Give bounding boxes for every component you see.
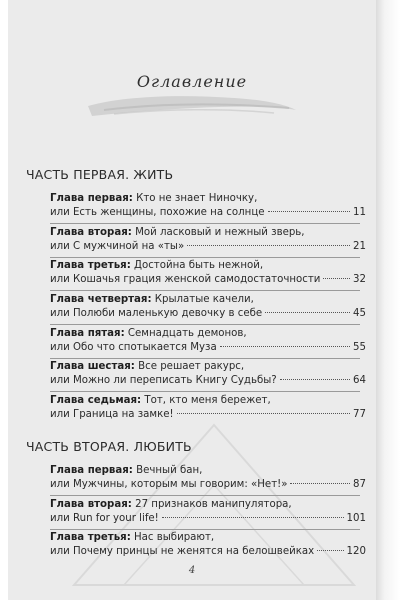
chapter-label: Глава седьмая: [50, 395, 142, 406]
divider [50, 324, 360, 325]
leader-dots [317, 550, 343, 551]
chapter-title: Вечный бан, [136, 465, 203, 476]
leader-dots [162, 517, 344, 518]
chapter-title: Мой ласковый и нежный зверь, [135, 227, 305, 238]
toc-entry[interactable] [50, 464, 366, 492]
divider [50, 391, 360, 392]
leader-dots [323, 278, 350, 279]
leader-dots [177, 413, 350, 414]
chapter-subtitle: или Почему принцы не женятся на белошвейках [50, 546, 315, 558]
chapter-label: Глава вторая: [50, 499, 132, 510]
page-ref: 120 [346, 546, 366, 558]
part-two-title: ЧАСТЬ ВТОРАЯ. ЛЮБИТЬ [26, 439, 192, 454]
page-ref: 11 [353, 207, 366, 219]
divider [50, 495, 360, 496]
leader-dots [265, 312, 350, 313]
chapter-title: Крылатые качели, [154, 294, 254, 305]
toc-entry[interactable] [50, 394, 366, 422]
chapter-title: Все решает ракурс, [138, 361, 245, 372]
page-ref: 21 [353, 241, 366, 253]
chapter-title: Тот, кто меня бережет, [144, 395, 271, 406]
page-ref: 101 [346, 513, 366, 525]
chapter-label: Глава вторая: [50, 227, 132, 238]
page-ref: 77 [353, 409, 366, 421]
toc-entry[interactable] [50, 360, 366, 388]
chapter-subtitle: или С мужчиной на «ты» [50, 241, 185, 253]
toc-entry[interactable] [50, 192, 366, 220]
chapter-subtitle: или Run for your life! [50, 513, 159, 525]
toc-entry[interactable] [50, 259, 366, 287]
chapter-label: Глава шестая: [50, 361, 135, 372]
chapter-label: Глава первая: [50, 465, 133, 476]
chapter-title: Кто не знает Ниночку, [136, 193, 258, 204]
book-page [8, 0, 376, 600]
chapter-subtitle: или Есть женщины, похожие на солнце [50, 207, 265, 219]
chapter-title: Нас выбирают, [134, 532, 215, 543]
divider [50, 257, 360, 258]
toc-entry[interactable] [50, 531, 366, 559]
page-ref: 64 [353, 375, 366, 387]
page-ref: 32 [353, 274, 366, 286]
chapter-subtitle: или Мужчины, которым мы говорим: «Нет!» [50, 479, 288, 491]
divider [50, 358, 360, 359]
chapter-subtitle: или Граница на замке! [50, 409, 174, 421]
toc-heading: Оглавление [136, 72, 248, 91]
leader-dots [268, 211, 351, 212]
chapter-label: Глава третья: [50, 532, 131, 543]
chapter-subtitle: или Кошачья грация женской самодостаточности [50, 274, 321, 286]
chapter-label: Глава третья: [50, 260, 131, 271]
chapter-subtitle: или Можно ли переписать Книгу Судьбы? [50, 375, 277, 387]
divider [50, 223, 360, 224]
leader-dots [280, 379, 350, 380]
page-ref: 87 [353, 479, 366, 491]
chapter-title: Достойна быть нежной, [134, 260, 264, 271]
page-ref: 45 [353, 308, 366, 320]
leader-dots [187, 245, 350, 246]
chapter-label: Глава первая: [50, 193, 133, 204]
divider [50, 290, 360, 291]
page-ref: 55 [353, 342, 366, 354]
leader-dots [290, 483, 350, 484]
chapter-label: Глава пятая: [50, 328, 125, 339]
chapter-title: Семнадцать демонов, [127, 328, 247, 339]
page-edge-shadow [376, 0, 400, 600]
toc-entry[interactable] [50, 498, 366, 526]
chapter-subtitle: или Обо что спотыкается Муза [50, 342, 217, 354]
chapter-subtitle: или Полюби маленькую девочку в себе [50, 308, 263, 320]
part-one-title: ЧАСТЬ ПЕРВАЯ. ЖИТЬ [26, 167, 174, 182]
page-number: 4 [188, 565, 196, 576]
chapter-title: 27 признаков манипулятора, [135, 499, 292, 510]
toc-entry[interactable] [50, 327, 366, 355]
chapter-label: Глава четвертая: [50, 294, 152, 305]
toc-entry[interactable] [50, 226, 366, 254]
toc-entry[interactable] [50, 293, 366, 321]
leader-dots [220, 346, 350, 347]
divider [50, 529, 360, 530]
